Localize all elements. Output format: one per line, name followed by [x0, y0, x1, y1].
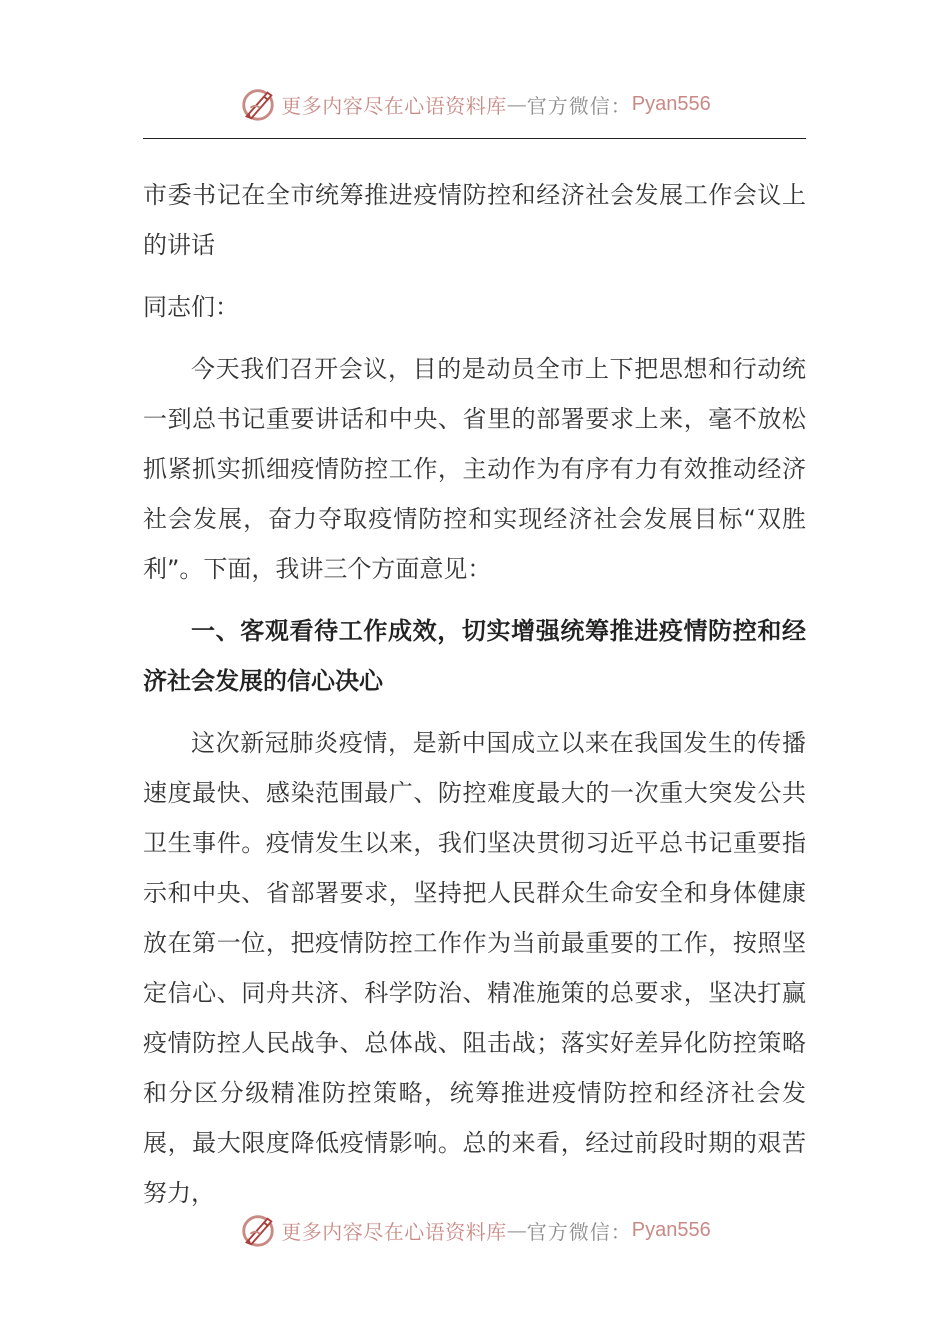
document-body: [143, 170, 806, 1230]
footer-wechat-id: Pyan556: [631, 1218, 711, 1241]
header-wechat-id: Pyan556: [631, 92, 711, 115]
footer-dash: —: [506, 1218, 527, 1242]
paragraph-section-1: 这次新冠肺炎疫情，是新中国成立以来在我国发生的传播速度最快、感染范围最广、防控难度最大的一次重大突发公共卫生事件。疫情发生以来，我们坚决贯彻习近平总书记重要指示和中央、省部署要求，坚持把人民群众生命安全和身体健康放在第一位，把疫情防控工作作为当前最重要的工作，按照坚定信心、同舟共济、科学防治、精准施策的总要求，坚决打赢疫情防控人民战争、总体战、阻击战；落实好差异化防控策略和分区分级精准防控策略，统筹推进疫情防控和经济社会发展，最大限度降低疫情影响。总的来看，经过前段时期的艰苦努力，: [143, 729, 806, 1207]
pen-logo-icon: [239, 1211, 277, 1249]
footer-wechat-label: 官方微信：: [526, 1219, 632, 1244]
paragraph-intro: 今天我们召开会议，目的是动员全市上下把思想和行动统一到总书记重要讲话和中央、省里的部署要求上来，毫不放松抓紧抓实抓细疫情防控工作，主动作为有序有力有效推动经济社会发展，奋力夺取疫情防控和实现经济社会发展目标“双胜利”。下面，我讲三个方面意见：: [143, 355, 806, 583]
header-divider: [143, 138, 806, 139]
document-title: 市委书记在全市统筹推进疫情防控和经济社会发展工作会议上的讲话: [143, 181, 806, 259]
header-dash: —: [506, 92, 527, 116]
header-wechat-label: 官方微信：: [526, 93, 632, 118]
section-heading-1: 一、客观看待工作成效，切实增强统筹推进疫情防控和经济社会发展的信心决心: [143, 617, 806, 695]
pen-logo-icon: [239, 85, 277, 123]
footer-slogan: 更多内容尽在心语资料库: [281, 1219, 507, 1244]
header-banner: [0, 84, 950, 124]
footer-banner: [0, 1210, 950, 1250]
header-slogan: 更多内容尽在心语资料库: [281, 93, 507, 118]
document-greeting: 同志们：: [143, 293, 239, 321]
